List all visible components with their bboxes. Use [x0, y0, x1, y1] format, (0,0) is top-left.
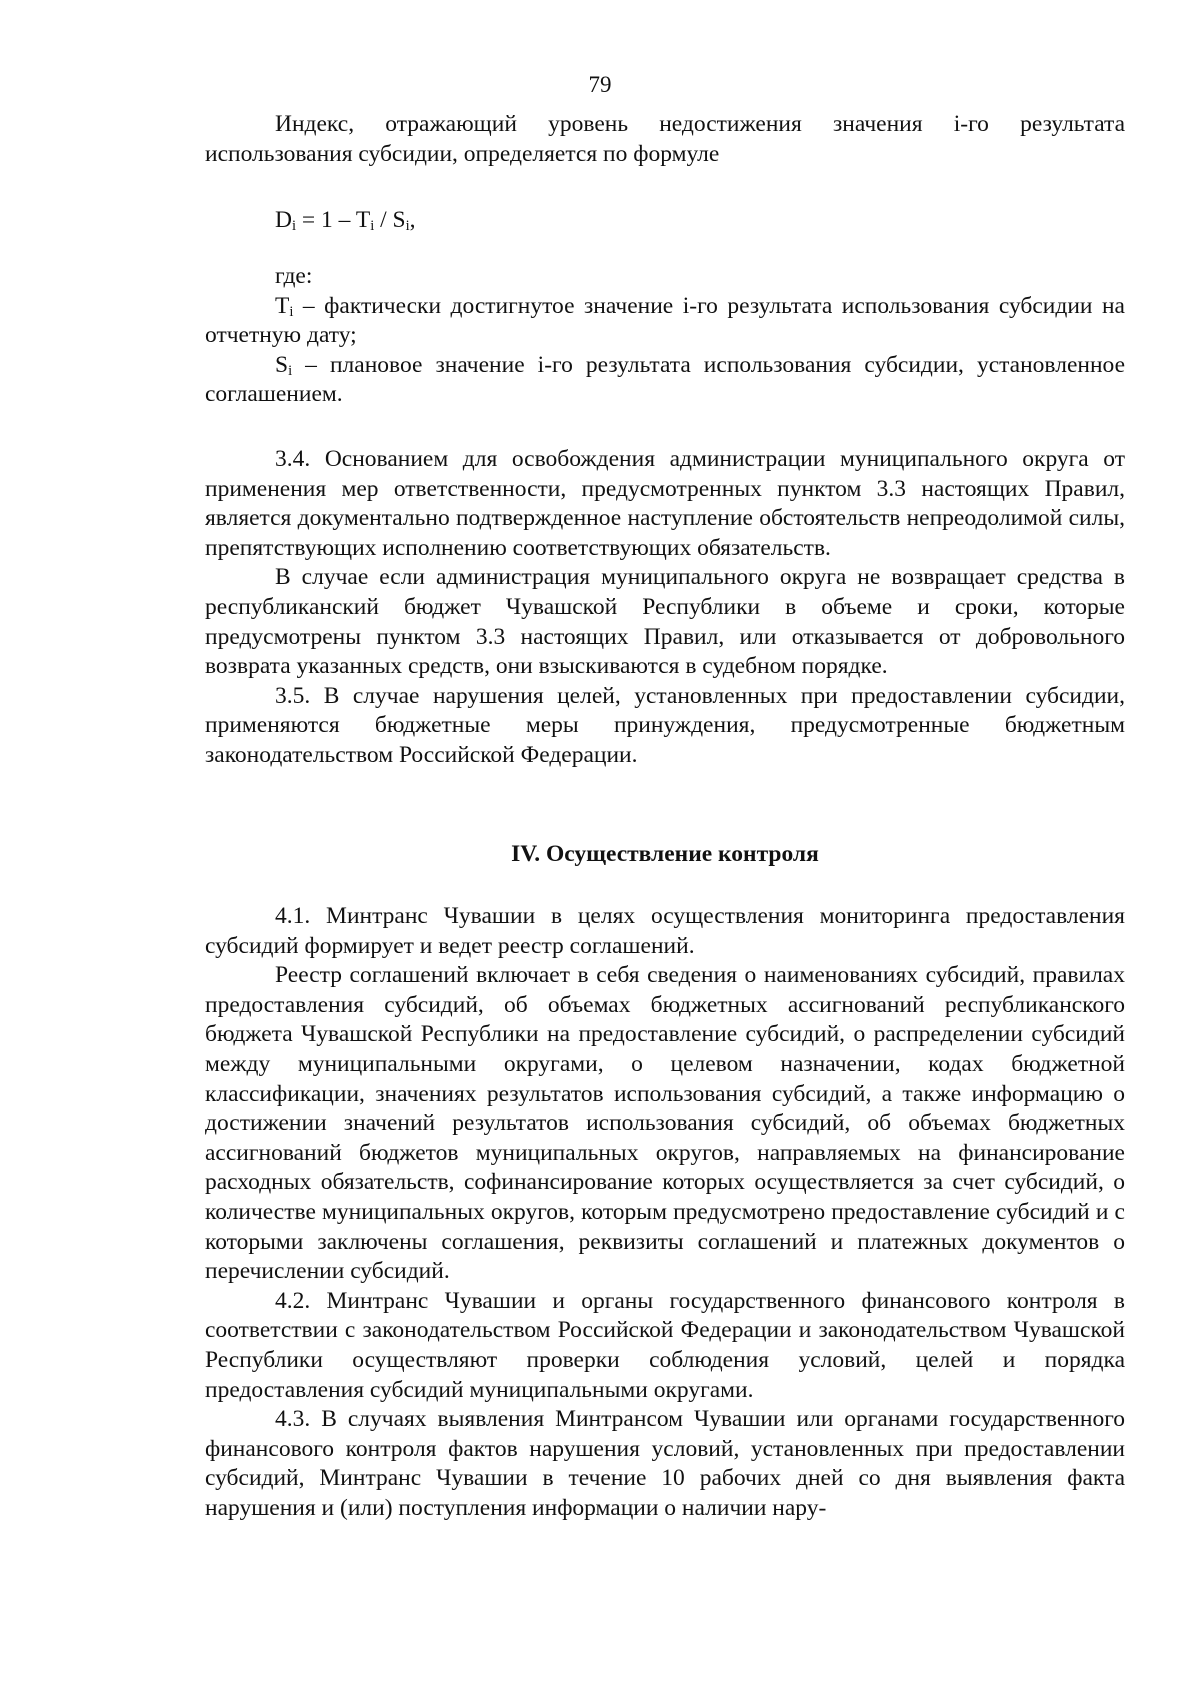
where-label: где:: [275, 263, 313, 289]
paragraph-3-4-continuation: В случае если администрация муниципального округа не возвращает средства в республиканский бюджет Чувашской Республики в объеме и сроки, которые предусмотрены пунктом 3.3 настоящих Правил, или отказывается от добровольного возврата указанных средств, они взыскиваются в судебном порядке.: [205, 564, 1125, 680]
paragraph-4-1-registry: Реестр соглашений включает в себя сведения о наименованиях субсидий, правилах предоставления субсидий, об объемах бюджетных ассигнований республиканского бюджета Чувашской Республики на предоставление субсидий, о распределении субсидий между муниципальными округами, о целевом назначении, кодах бюджетной классификации, значениях результатов использования субсидий, а также информацию о достижении значений результатов использования субсидий, об объемах бюджетных ассигнований бюджетов муниципальных округов, направляемых на финансирование расходных обязательств, софинансирование которых осуществляется за счет субсидий, о количестве муниципальных округов, которым предусмотрено предоставление субсидий и с которыми заключены соглашения, реквизиты соглашений и платежных документов о перечислении субсидий.: [205, 962, 1125, 1285]
formula-div-s: / S: [374, 207, 406, 233]
t-definition-text: – фактически достигнутое значение i-го результата использования субсидии на отчетную дату;: [205, 292, 1125, 349]
intro-paragraph: Индекс, отражающий уровень недостижения значения i-го результата использования субсидии, определяется по формуле: [205, 111, 1125, 167]
page-number: 79: [588, 72, 612, 97]
formula: [275, 206, 416, 236]
formula-minus-t: = 1 – T: [296, 207, 371, 233]
t-symbol: T: [275, 292, 290, 319]
section4-heading: IV. Осуществление контроля: [511, 841, 819, 867]
formula-d-subscript: i: [291, 217, 297, 234]
paragraph-4-2: 4.2. Минтранс Чувашии и органы государственного финансового контроля в соответствии с законодательством Российской Федерации и законодательством Чувашской Республики осуществляют проверки соблюдения условий, целей и порядка предоставления субсидий муниципальными округами.: [205, 1287, 1125, 1403]
section4-block: [205, 902, 1125, 1523]
paragraph-4-3: 4.3. В случаях выявления Минтрансом Чувашии или органами государственного финансового контроля фактов нарушения условий, установленных при предоставлении субсидий, Минтранс Чувашии в течение 10 рабочих дней со дня выявления факта нарушения и (или) поступления информации о наличии нару-: [205, 1406, 1125, 1521]
formula-s-subscript: i: [405, 217, 410, 234]
s-symbol: S: [275, 351, 289, 378]
formula-tail: ,: [409, 207, 416, 233]
where-s-definition: [205, 351, 1125, 410]
where-t-definition: [205, 292, 1125, 351]
paragraph-3-4: 3.4. Основанием для освобождения администрации муниципального округа от применения мер ответственности, предусмотренных пунктом 3.3 настоящих Правил, является документально подтвержденное наступление обстоятельств непреодолимой силы, препятствующих исполнению соответствующих обязательств.: [205, 446, 1125, 561]
formula-d: D: [275, 207, 292, 233]
s-definition-text: – плановое значение i-го результата использования субсидии, установленное соглашением.: [205, 351, 1125, 408]
paragraph-4-1: 4.1. Минтранс Чувашии в целях осуществления мониторинга предоставления субсидий формирует и ведет реестр соглашений.: [205, 903, 1125, 959]
section3-block: [205, 445, 1125, 771]
s-symbol-subscript: i: [288, 362, 293, 379]
intro-block: [205, 110, 1125, 169]
formula-t-subscript: i: [370, 217, 375, 234]
where-block: [205, 262, 1125, 410]
paragraph-3-5: 3.5. В случае нарушения целей, установленных при предоставлении субсидии, применяются бюджетные меры принуждения, предусмотренные бюджетным законодательством Российской Федерации.: [205, 682, 1125, 768]
t-symbol-subscript: i: [289, 303, 294, 320]
